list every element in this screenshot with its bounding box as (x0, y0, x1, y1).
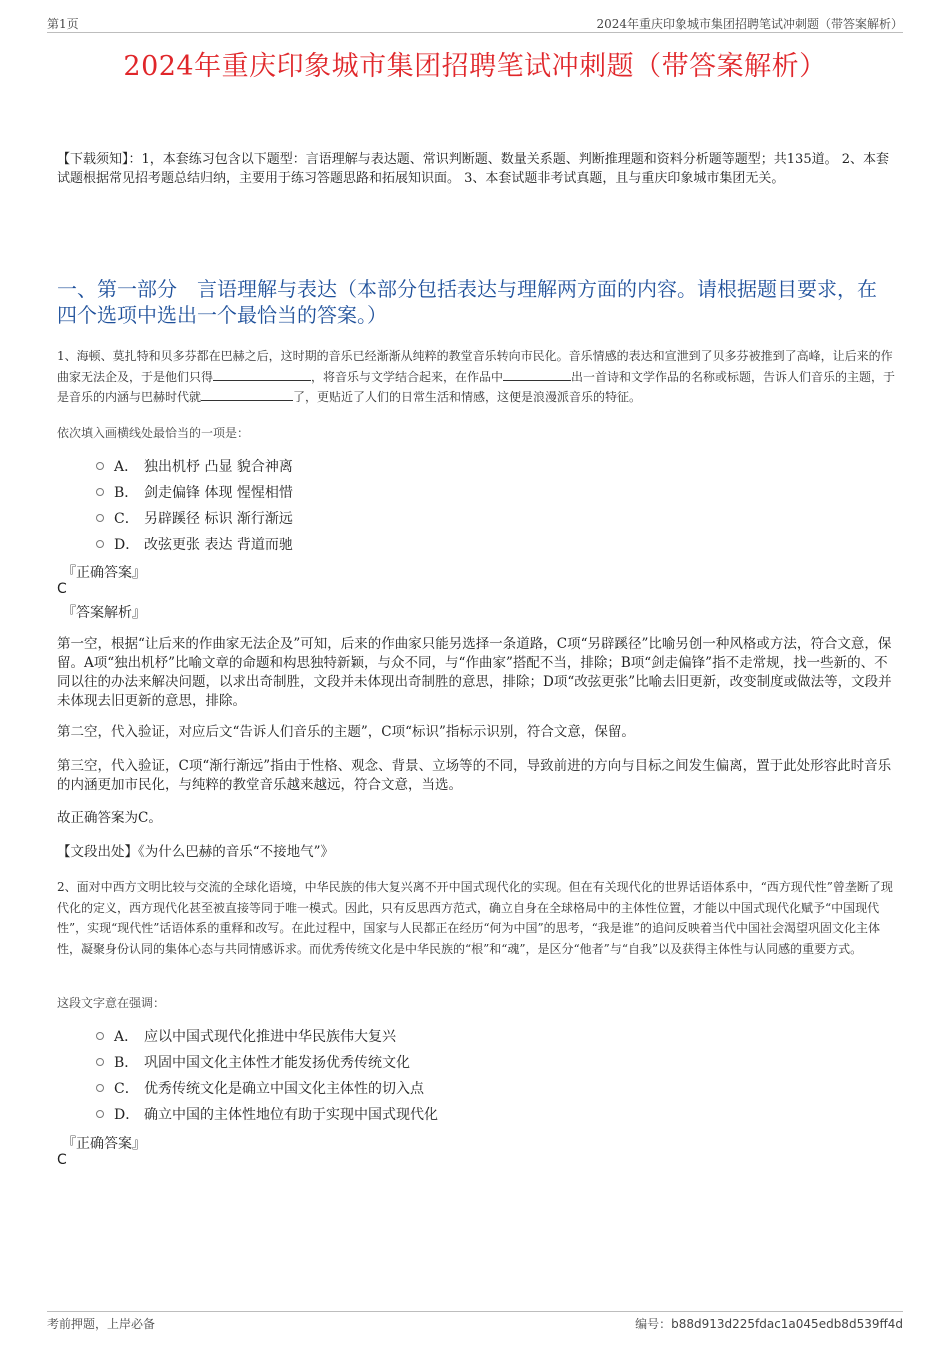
radio-icon[interactable] (96, 540, 104, 548)
radio-icon[interactable] (96, 1110, 104, 1118)
analysis-conclusion: 故正确答案为C。 (57, 810, 162, 826)
option-d[interactable] (96, 1101, 438, 1127)
question-1-text-part: 1、海顿、莫扎特和贝多芬都在巴赫之后，这时期的音乐已经渐渐从纯粹的教堂音乐转向市民化。音乐情感的表达和宣泄到了贝多芬被推到了高峰，让后来的作曲家无法企及，于是他们只得 (57, 349, 893, 384)
option-letter: C． (114, 511, 139, 527)
question-2-prompt: 这段文字意在强调： (57, 996, 166, 1010)
option-a[interactable] (96, 453, 293, 479)
option-letter: C． (114, 1081, 139, 1097)
option-c[interactable] (96, 505, 293, 531)
option-a[interactable] (96, 1023, 438, 1049)
question-1-prompt: 依次填入画横线处最恰当的一项是： (57, 426, 250, 440)
document-title: 2024年重庆印象城市集团招聘笔试冲刺题（带答案解析） (123, 51, 827, 82)
option-letter: B． (114, 485, 139, 501)
radio-icon[interactable] (96, 514, 104, 522)
option-d[interactable] (96, 531, 293, 557)
answer-label: 『正确答案』 (62, 565, 146, 581)
option-text: 优秀传统文化是确立中国文化主体性的切入点 (144, 1081, 424, 1097)
analysis-paragraph-3: 第三空，代入验证，C项“渐行渐远”指由于性格、观念、背景、立场等的不同，导致前进的方向与目标之间发生偏离，置于此处形容此时音乐的内涵更加市民化，与纯粹的教堂音乐越来越远，符合文意，当选。 (57, 758, 892, 793)
option-text: 应以中国式现代化推进中华民族伟大复兴 (144, 1029, 396, 1045)
option-letter: A． (114, 459, 139, 475)
radio-icon[interactable] (96, 488, 104, 496)
option-text: 确立中国的主体性地位有助于实现中国式现代化 (144, 1107, 438, 1123)
radio-icon[interactable] (96, 1032, 104, 1040)
radio-icon[interactable] (96, 1058, 104, 1066)
section-heading: 一、第一部分 言语理解与表达（本部分包括表达与理解两方面的内容。请根据题目要求，在四个选项中选出一个最恰当的答案。） (57, 277, 877, 327)
radio-icon[interactable] (96, 1084, 104, 1092)
question-1-text-part: 出一首诗和文学作品的名称或标题，告诉人们音乐的主题，于是音乐的内涵与巴赫时代就 (57, 369, 896, 404)
option-b[interactable] (96, 1049, 438, 1075)
option-letter: B． (114, 1055, 139, 1071)
analysis-label: 『答案解析』 (62, 605, 146, 621)
option-text: 另辟蹊径 标识 渐行渐远 (144, 511, 293, 527)
passage-source: 【文段出处】《为什么巴赫的音乐“不接地气”》 (57, 844, 335, 860)
footer-code-value: b88d913d225fdac1a045edb8d539ff4d (671, 1317, 903, 1331)
download-notice: 【下载须知】：1，本套练习包含以下题型：言语理解与表达题、常识判断题、数量关系题、判断推理题和资料分析题等题型；共135道。 2、本套试题根据常见招考题总结归纳，主要用于练习答题思路和拓展知识面。 3、本套试题非考试真题，且与重庆印象城市集团无关。 (57, 152, 889, 186)
radio-icon[interactable] (96, 462, 104, 470)
page-header (47, 14, 903, 33)
fill-blank-2 (503, 368, 571, 381)
question-1-options (96, 453, 293, 557)
question-2-options (96, 1023, 438, 1127)
question-1-text (57, 346, 900, 408)
footer-slogan: 考前押题，上岸必备 (47, 1317, 156, 1331)
answer-value: C (57, 1152, 67, 1168)
analysis-paragraph-1: 第一空，根据“让后来的作曲家无法企及”可知，后来的作曲家只能另选择一条道路，C项“另辟蹊径”比喻另创一种风格或方法，符合文意，保留。A项“独出机杼”比喻文章的命题和构思独特新颖，与众不同，与“作曲家”搭配不当，排除；B项“剑走偏锋”指不走常规，找一些新的、不同以往的办法来解决问题，以求出奇制胜，文段并未体现出奇制胜的意思，排除；D项“改弦更张”比喻去旧更新，改变制度或做法等，文段并未体现去旧更新的意思，排除。 (57, 636, 892, 709)
footer-code (635, 1315, 903, 1332)
page-footer (47, 1311, 903, 1333)
option-letter: A． (114, 1029, 139, 1045)
option-c[interactable] (96, 1075, 438, 1101)
page-number: 第1页 (47, 17, 79, 31)
option-text: 巩固中国文化主体性才能发扬优秀传统文化 (144, 1055, 410, 1071)
answer-label: 『正确答案』 (62, 1136, 146, 1152)
option-text: 改弦更张 表达 背道而驰 (144, 537, 293, 553)
question-1-text-part: 了，更贴近了人们的日常生活和情感，这便是浪漫派音乐的特征。 (293, 390, 642, 404)
fill-blank-3 (201, 388, 293, 401)
answer-value: C (57, 581, 67, 597)
fill-blank-1 (213, 368, 311, 381)
question-2-text: 2、面对中西方文明比较与交流的全球化语境，中华民族的伟大复兴离不开中国式现代化的实现。但在有关现代化的世界话语体系中，“西方现代性”曾垄断了现代化的定义，西方现代化甚至被直接等同于唯一模式。因此，只有反思西方范式，确立自身在全球格局中的主体性位置，才能以中国式现代化赋予“中国现代性”，实现“现代性”话语体系的重释和改写。在此过程中，国家与人民都正在经历“何为中国”的思考，“我是谁”的追问反映着当代中国社会渴望巩固文化主体性，凝聚身份认同的集体心态与共同情感诉求。而优秀传统文化是中华民族的“根”和“魂”，是区分“他者”与“自我”以及获得主体性与认同感的重要方式。 (57, 880, 893, 956)
option-text: 独出机杼 凸显 貌合神离 (144, 459, 293, 475)
option-text: 剑走偏锋 体现 惺惺相惜 (144, 485, 293, 501)
analysis-paragraph-2: 第二空，代入验证，对应后文“告诉人们音乐的主题”，C项“标识”指标示识别，符合文意，保留。 (57, 724, 635, 740)
question-1-text-part: ，将音乐与文学结合起来，在作品中 (311, 369, 504, 384)
header-doc-title: 2024年重庆印象城市集团招聘笔试冲刺题（带答案解析） (596, 17, 903, 31)
footer-code-label: 编号： (635, 1317, 672, 1331)
option-b[interactable] (96, 479, 293, 505)
option-letter: D． (114, 537, 140, 553)
option-letter: D． (114, 1107, 140, 1123)
